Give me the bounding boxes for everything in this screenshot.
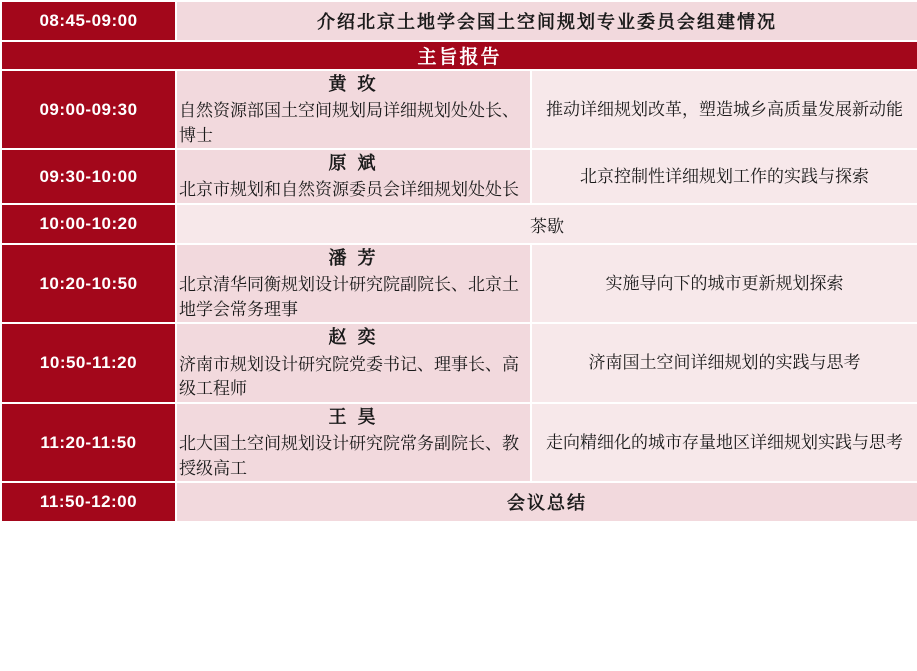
speaker-name: 王 昊 [328, 406, 379, 427]
table-row [1, 1, 917, 41]
session-topic: 介绍北京土地学会国土空间规划专业委员会组建情况 [176, 1, 917, 41]
session-time: 11:50-12:00 [1, 482, 176, 522]
speaker-title: 自然资源部国土空间规划局详细规划处处长、博士 [179, 101, 519, 145]
table-row-section [1, 41, 917, 70]
session-time: 09:00-09:30 [1, 70, 176, 149]
session-topic: 推动详细规划改革，塑造城乡高质量发展新动能 [531, 70, 917, 149]
session-topic: 茶歇 [176, 204, 917, 244]
session-time: 08:45-09:00 [1, 1, 176, 41]
speaker-title: 济南市规划设计研究院党委书记、理事长、高级工程师 [179, 354, 519, 399]
session-time: 09:30-10:00 [1, 149, 176, 204]
session-topic: 北京控制性详细规划工作的实践与探索 [531, 149, 917, 204]
speaker-name: 黄 玫 [328, 74, 379, 94]
speaker-title: 北京清华同衡规划设计研究院副院长、北京土地学会常务理事 [179, 275, 519, 319]
table-row [1, 70, 917, 149]
table-row-break [1, 204, 917, 244]
session-time: 10:20-10:50 [1, 244, 176, 323]
session-topic: 走向精细化的城市存量地区详细规划实践与思考 [531, 403, 917, 482]
speaker-name: 原 斌 [328, 153, 379, 174]
session-speaker [176, 403, 531, 482]
speaker-title: 北京市规划和自然资源委员会详细规划处处长 [179, 180, 519, 200]
session-speaker [176, 70, 531, 149]
session-time: 10:00-10:20 [1, 204, 176, 244]
session-speaker [176, 149, 531, 204]
session-topic: 会议总结 [176, 482, 917, 522]
speaker-name: 赵 奕 [328, 327, 379, 348]
session-time: 10:50-11:20 [1, 323, 176, 402]
session-time: 11:20-11:50 [1, 403, 176, 482]
table-row-summary [1, 482, 917, 522]
section-header-label: 主旨报告 [1, 41, 917, 70]
session-topic: 实施导向下的城市更新规划探索 [531, 244, 917, 323]
session-speaker [176, 323, 531, 402]
table-row [1, 403, 917, 482]
table-row [1, 149, 917, 204]
table-row [1, 244, 917, 323]
speaker-name: 潘 芳 [328, 248, 379, 269]
session-speaker [176, 244, 531, 323]
session-topic: 济南国土空间详细规划的实践与思考 [531, 323, 917, 402]
speaker-title: 北大国土空间规划设计研究院常务副院长、教授级高工 [179, 433, 519, 478]
table-row [1, 323, 917, 402]
